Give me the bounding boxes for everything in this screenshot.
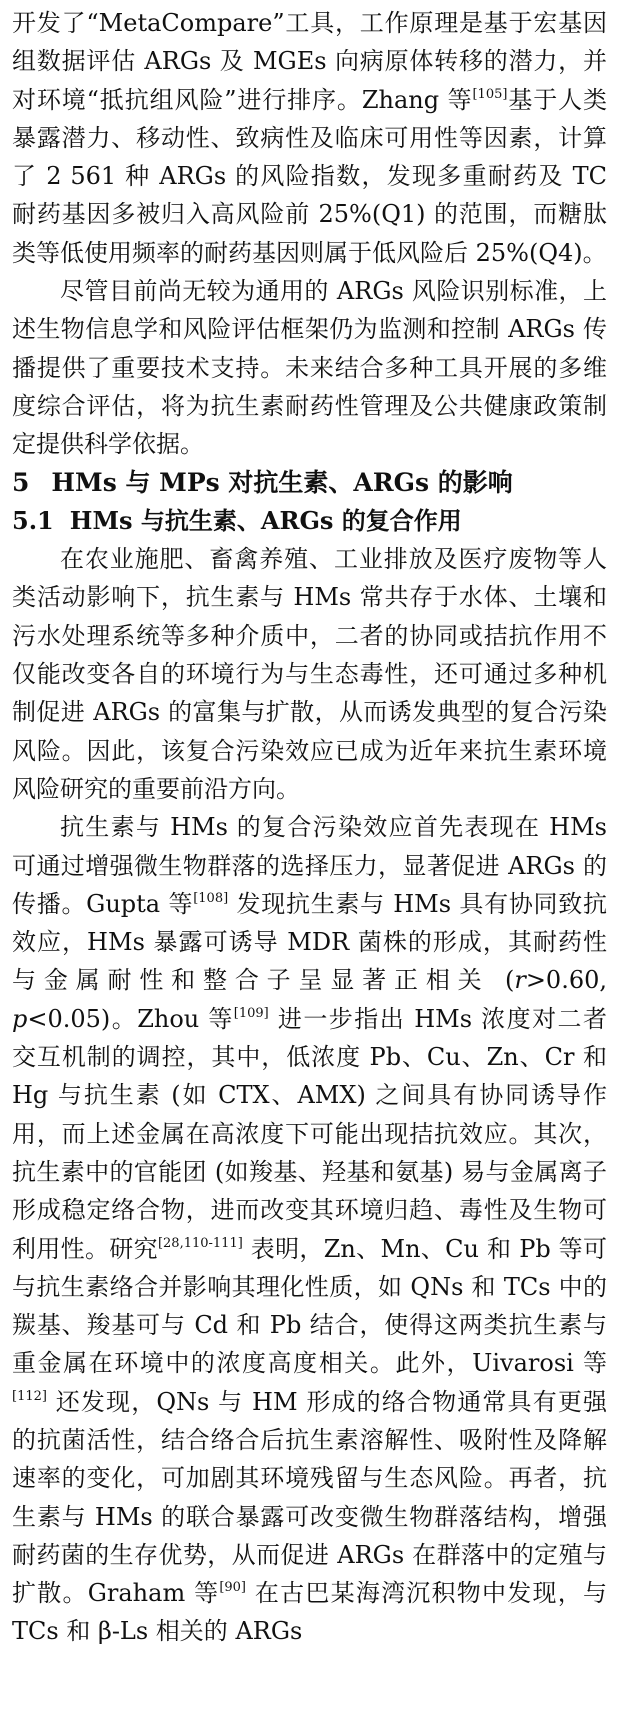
section-title: HMs 与 MPs 对抗生素、ARGs 的影响 [51, 467, 513, 497]
paragraph-text: 抗生素与 HMs 的复合污染效应首先表现在 HMs 可通过增强微生物群落的选择压力，显著促进 ARGs 的传播。Gupta 等 [12, 813, 607, 918]
paragraph-text: 基于人类暴露潜力、移动性、致病性及临床可用性等因素，计算了 2 561 种 ARGs 的风险指数，发现多重耐药及 TC 耐药基因多被归入高风险前 25%(Q1) 的范围，而糖肽类等低使用频率的耐药基因则属于低风险后 25%(Q4)。 [12, 85, 607, 267]
paragraph-text: <0.05)。Zhou 等 [27, 1004, 234, 1033]
paragraph-cooccurrence: 在农业施肥、畜禽养殖、工业排放及医疗废物等人类活动影响下，抗生素与 HMs 常共存于水体、土壤和污水处理系统等多种介质中，二者的协同或拮抗作用不仅能改变各自的环境行为与生态毒性，还可通过多种机制促进 ARGs 的富集与扩散，从而诱发典型的复合污染风险。因此，该复合污染效应已成为近年来抗生素环境风险研究的重要前沿方向。 [12, 545, 607, 803]
subsection-title: HMs 与抗生素、ARGs 的复合作用 [69, 505, 462, 535]
subsection-number: 5.1 [12, 505, 54, 535]
paragraph-text: 在古巴某海湾沉积物中发现，与 TCs 和 β-Ls 相关的 ARGs [12, 1579, 607, 1646]
paragraph-text: 发现抗生素与 HMs 具有协同致抗效应，HMs 暴露可诱导 MDR 菌株的形成，其耐药性与金属耐性和整合子呈显著正相关 ( [12, 889, 607, 995]
citation-ref: [112] [12, 1388, 47, 1404]
paragraph-text: >0.60, [525, 966, 607, 995]
citation-ref: [105] [472, 86, 508, 102]
citation-ref: [109] [233, 1005, 269, 1021]
subsection-heading [12, 502, 607, 540]
paragraph-metacompare [12, 4, 607, 272]
citation-ref: [28,110-111] [157, 1235, 243, 1251]
citation-ref: [108] [193, 890, 229, 906]
stat-symbol-p: p [12, 1004, 28, 1033]
paragraph-text: 进一步指出 HMs 浓度对二者交互机制的调控，其中，低浓度 Pb、Cu、Zn、Cr 和 Hg 与抗生素 (如 CTX、AMX) 之间具有协同诱导作用，而上述金属在高浓度下可能出现拮抗效应。其次，抗生素中的官能团 (如羧基、羟基和氨基) 易与金属离子形成稳定络合物，进而改变其环境归趋、毒性及生物可利用性。研究 [12, 1004, 607, 1263]
paragraph-text: 还发现，QNs 与 HM 形成的络合物通常具有更强的抗菌活性，结合络合后抗生素溶解性、吸附性及降解速率的变化，可加剧其环境残留与生态风险。再者，抗生素与 HMs 的联合暴露可改变微生物群落结构，增强耐药菌的生存优势，从而促进 ARGs 在群落中的定殖与扩散。Graham 等 [12, 1387, 607, 1608]
paragraph-text: 表明，Zn、Mn、Cu 和 Pb 等可与抗生素络合并影响其理化性质，如 QNs 和 TCs 中的羰基、羧基可与 Cd 和 Pb 结合，使得这两类抗生素与重金属在环境中的浓度高度相关。此外，Uivarosi 等 [12, 1234, 608, 1378]
citation-ref: [90] [219, 1580, 246, 1596]
section-number: 5 [12, 467, 30, 497]
paragraph-combined-effects [12, 808, 607, 1651]
paragraph-summary: 尽管目前尚无较为通用的 ARGs 风险识别标准，上述生物信息学和风险评估框架仍为监测和控制 ARGs 传播提供了重要技术支持。未来结合多种工具开展的多维度综合评估，将为抗生素耐药性管理及公共健康政策制定提供科学依据。 [12, 277, 607, 459]
stat-symbol-r: r [514, 966, 526, 995]
section-heading [12, 464, 607, 502]
paragraph-text: 开发了“MetaCompare”工具，工作原理是基于宏基因组数据评估 ARGs 及 MGEs 向病原体转移的潜力，并对环境“抵抗组风险”进行排序。Zhang 等 [12, 9, 607, 114]
